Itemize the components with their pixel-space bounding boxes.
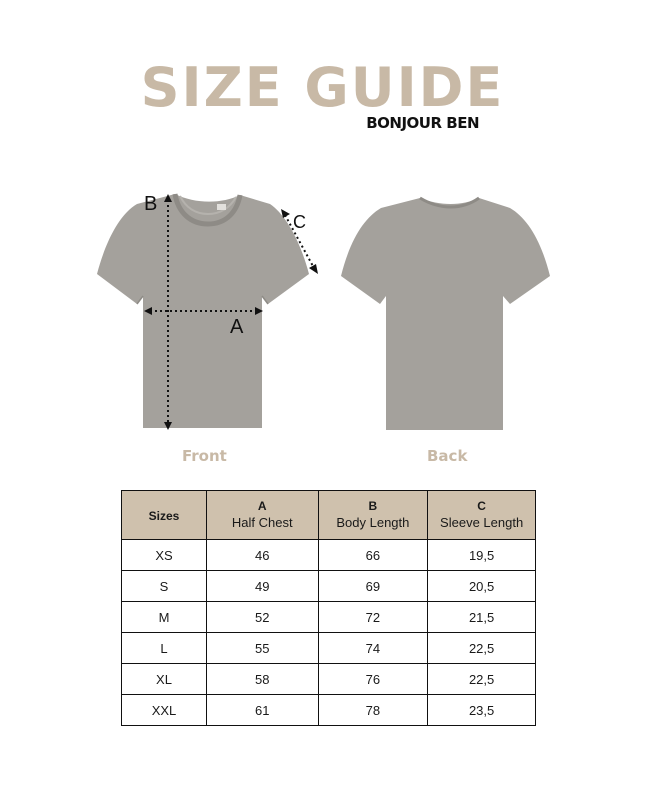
back-tshirt-body xyxy=(341,198,550,430)
cell-sleeve-length: 22,5 xyxy=(428,633,536,664)
cell-size: S xyxy=(122,571,207,602)
brand-name: BONJOUR BEN xyxy=(366,114,479,132)
cell-size: M xyxy=(122,602,207,633)
cell-body-length: 74 xyxy=(318,633,428,664)
cell-half-chest: 52 xyxy=(206,602,318,633)
header-sizes-label: Sizes xyxy=(148,508,180,523)
front-tshirt xyxy=(97,194,309,428)
table-row xyxy=(122,602,536,633)
table-row xyxy=(122,633,536,664)
table-row xyxy=(122,664,536,695)
back-label: Back xyxy=(427,447,468,465)
front-tshirt-body xyxy=(97,194,309,428)
label-c: C xyxy=(293,212,306,232)
cell-sleeve-length: 22,5 xyxy=(428,664,536,695)
header-b-letter: B xyxy=(368,499,378,513)
table-row xyxy=(122,571,536,602)
cell-sleeve-length: 21,5 xyxy=(428,602,536,633)
cell-body-length: 76 xyxy=(318,664,428,695)
cell-sleeve-length: 19,5 xyxy=(428,540,536,571)
neck-tag-icon xyxy=(217,204,226,210)
table-row xyxy=(122,695,536,726)
tshirt-diagram xyxy=(0,180,645,440)
cell-body-length: 72 xyxy=(318,602,428,633)
page-title: SIZE GUIDE xyxy=(140,56,505,119)
table-header-row xyxy=(122,491,536,540)
header-sizes xyxy=(122,491,207,540)
header-c xyxy=(428,491,536,540)
header-a-name: Half Chest xyxy=(231,515,293,530)
header-b xyxy=(318,491,428,540)
label-b: B xyxy=(144,193,158,215)
table-row xyxy=(122,540,536,571)
cell-size: L xyxy=(122,633,207,664)
cell-sleeve-length: 23,5 xyxy=(428,695,536,726)
header-a-letter: A xyxy=(257,499,267,513)
cell-half-chest: 46 xyxy=(206,540,318,571)
label-a: A xyxy=(230,316,244,338)
cell-half-chest: 55 xyxy=(206,633,318,664)
cell-size: XL xyxy=(122,664,207,695)
header-c-name: Sleeve Length xyxy=(440,515,524,530)
header-b-name: Body Length xyxy=(336,515,410,530)
cell-half-chest: 49 xyxy=(206,571,318,602)
cell-body-length: 78 xyxy=(318,695,428,726)
cell-half-chest: 61 xyxy=(206,695,318,726)
cell-sleeve-length: 20,5 xyxy=(428,571,536,602)
cell-size: XS xyxy=(122,540,207,571)
cell-half-chest: 58 xyxy=(206,664,318,695)
back-tshirt xyxy=(341,198,550,430)
header-a xyxy=(206,491,318,540)
cell-size: XXL xyxy=(122,695,207,726)
cell-body-length: 66 xyxy=(318,540,428,571)
cell-body-length: 69 xyxy=(318,571,428,602)
front-label: Front xyxy=(182,447,227,465)
size-table xyxy=(121,490,536,726)
header-c-letter: C xyxy=(477,499,486,513)
